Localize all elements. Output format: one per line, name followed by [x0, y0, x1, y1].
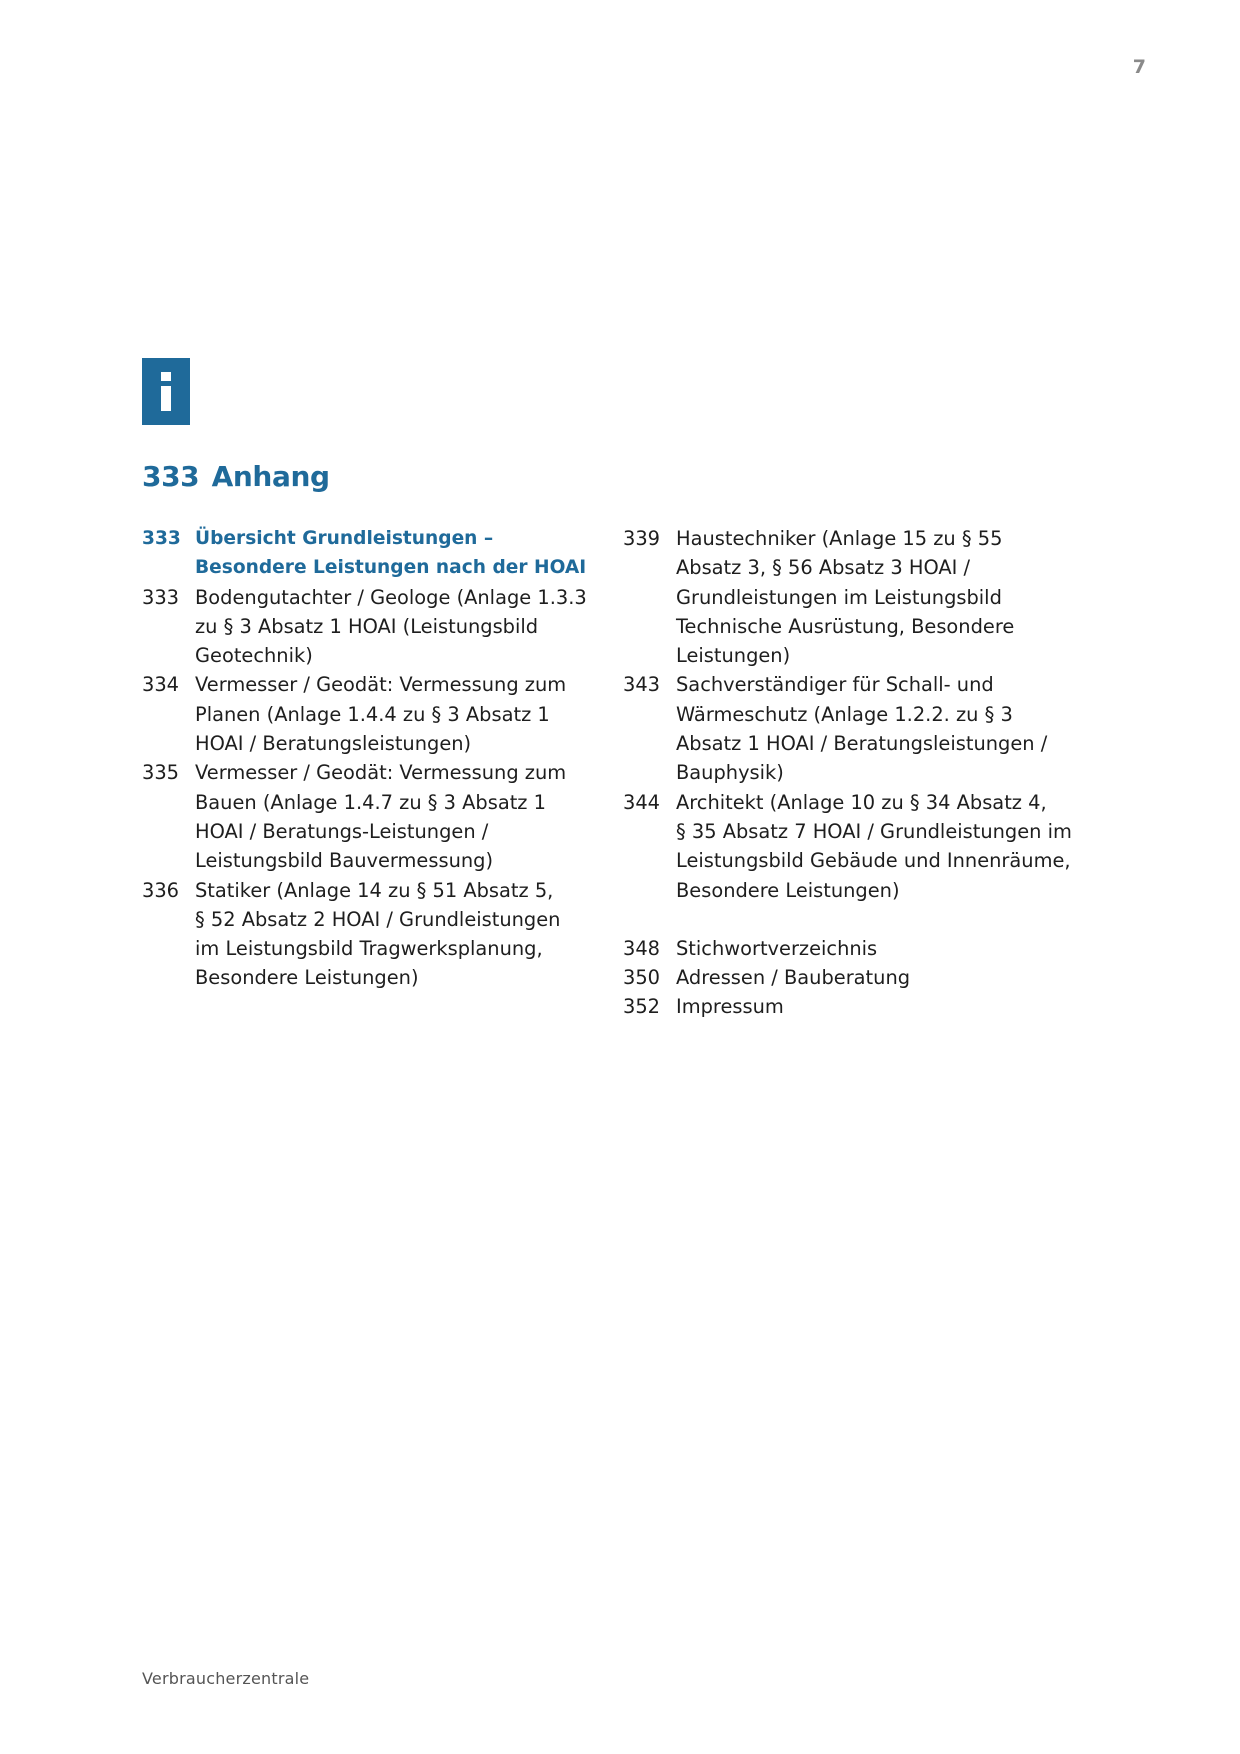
toc-entry-line: Leistungsbild Bauvermessung) — [195, 849, 494, 873]
section-label: Anhang — [211, 460, 330, 493]
info-icon — [142, 358, 190, 425]
toc-entry-line: Planen (Anlage 1.4.4 zu § 3 Absatz 1 — [195, 702, 550, 726]
toc-entry-text — [195, 670, 572, 758]
toc-entry — [142, 583, 587, 671]
page-number: 7 — [1132, 56, 1146, 78]
toc-entry-line: Grundleistungen im Leistungsbild — [676, 585, 1002, 609]
toc-entry — [142, 670, 572, 758]
toc-entry-line: Architekt (Anlage 10 zu § 34 Absatz 4, — [676, 790, 1047, 814]
toc-entry-line: Übersicht Grundleistungen – — [195, 528, 494, 549]
toc-entry — [142, 758, 572, 875]
toc-entry-line: Bodengutachter / Geologe (Anlage 1.3.3 — [195, 585, 587, 609]
toc-entry-line: Adressen / Bauberatung — [676, 966, 911, 990]
toc-page-number: 352 — [623, 995, 661, 1019]
toc-page-number: 334 — [142, 673, 180, 697]
toc-entry — [623, 524, 1073, 670]
toc-entry-line: Bauphysik) — [676, 761, 784, 785]
toc-entry-line: Sachverständiger für Schall- und — [676, 673, 994, 697]
toc-entry-line: zu § 3 Absatz 1 HOAI (Leistungsbild — [195, 614, 539, 638]
toc-entry-line: Absatz 1 HOAI / Beratungsleistungen / — [676, 732, 1048, 756]
toc-entry-line: Bauen (Anlage 1.4.7 zu § 3 Absatz 1 — [195, 790, 546, 814]
toc-entry-line: im Leistungsbild Tragwerksplanung, — [195, 937, 543, 961]
toc-page-number: 333 — [142, 585, 180, 609]
toc-entry — [142, 524, 587, 583]
section-number: 333 — [142, 460, 200, 493]
toc-entry-line: Besondere Leistungen) — [676, 878, 900, 902]
toc-entry-line: Technische Ausrüstung, Besondere — [676, 614, 1015, 638]
toc-entry — [142, 876, 572, 993]
toc-column-left — [142, 524, 587, 993]
toc-entry-line: Besondere Leistungen) — [195, 966, 419, 990]
toc-entry-line: Vermesser / Geodät: Vermessung zum — [195, 673, 567, 697]
toc-entry-line: Vermesser / Geodät: Vermessung zum — [195, 761, 567, 785]
toc-entry-line: Stichwortverzeichnis — [676, 936, 878, 960]
toc-entry-text — [676, 670, 1073, 787]
toc-page-number: 344 — [623, 790, 661, 814]
toc-entry-text — [195, 583, 587, 671]
toc-page-number: 333 — [142, 528, 181, 549]
toc-entry-text — [676, 934, 1073, 963]
toc-page-number: 339 — [623, 527, 661, 550]
toc-column-right — [623, 524, 1073, 1022]
toc-page-number: 336 — [142, 878, 180, 902]
toc-entry-line: Leistungen) — [676, 644, 791, 668]
toc-entry-line: Statiker (Anlage 14 zu § 51 Absatz 5, — [195, 878, 554, 902]
toc-entry-line: Geotechnik) — [195, 644, 313, 668]
toc-entry-line: HOAI / Beratungs-Leistungen / — [195, 819, 489, 843]
toc-entry-text — [676, 963, 1073, 992]
toc-page-number: 348 — [623, 936, 661, 960]
toc-entry-text — [676, 992, 1073, 1021]
toc-entry-text — [195, 876, 572, 993]
toc-entry-text — [676, 524, 1073, 670]
toc-entry-line: Besondere Leistungen nach der HOAI — [195, 557, 587, 579]
toc-page-number: 350 — [623, 966, 661, 990]
toc-entry-line: Leistungsbild Gebäude und Innenräume, — [676, 849, 1071, 873]
toc-entry — [623, 788, 1073, 905]
toc-entry-text — [195, 758, 572, 875]
toc-entry-line: Absatz 3, § 56 Absatz 3 HOAI / — [676, 556, 971, 580]
footer-publisher: Verbraucherzentrale — [142, 1669, 310, 1688]
toc-entry-line: HOAI / Beratungsleistungen) — [195, 732, 472, 756]
toc-entry-text — [676, 788, 1073, 905]
toc-entry — [623, 934, 1073, 963]
toc-entry — [623, 963, 1073, 992]
toc-entry — [623, 670, 1073, 787]
toc-entry-line: Wärmeschutz (Anlage 1.2.2. zu § 3 — [676, 702, 1013, 726]
toc-page-number: 335 — [142, 761, 180, 785]
section-title — [142, 460, 330, 493]
toc-entry-line: § 52 Absatz 2 HOAI / Grundleistungen — [195, 907, 561, 931]
toc-entry-line: Haustechniker (Anlage 15 zu § 55 — [676, 527, 1003, 550]
toc-entry-line: § 35 Absatz 7 HOAI / Grundleistungen im — [676, 819, 1072, 843]
toc-entry-text — [195, 524, 586, 583]
toc-entry-line: Impressum — [676, 995, 784, 1019]
toc-page-number: 343 — [623, 673, 661, 697]
toc-entry — [623, 992, 1073, 1021]
